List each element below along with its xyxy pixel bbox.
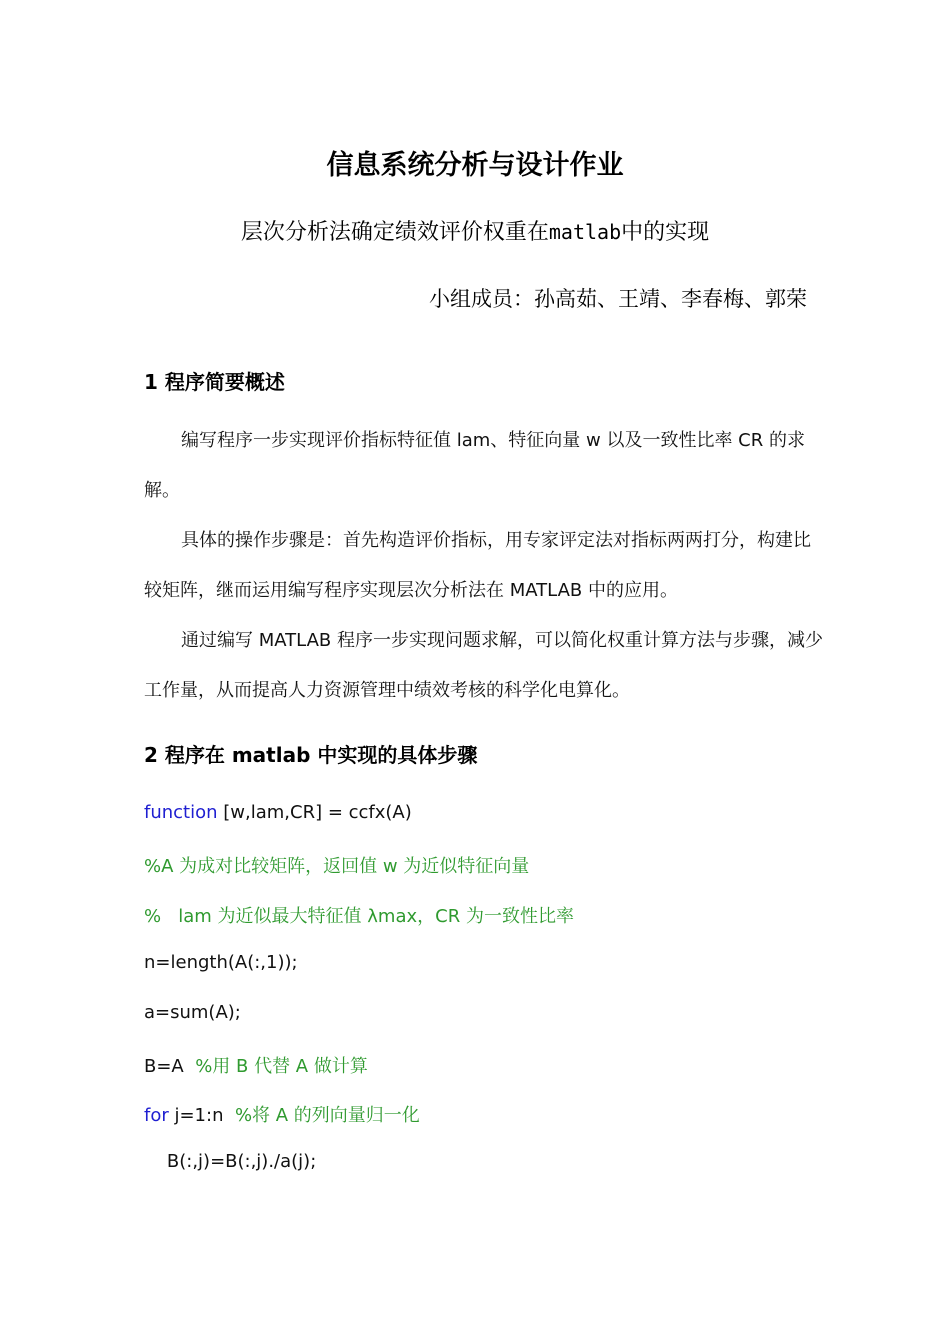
code-keyword: for (144, 1105, 169, 1126)
code-line-6 (144, 1052, 368, 1078)
subtitle-code-word: matlab (548, 220, 622, 244)
code-comment: %将 A 的列向量归一化 (234, 1105, 420, 1126)
paragraph-2-text: 具体的操作步骤是：首先构造评价指标，用专家评定法对指标两两打分，构建比较矩阵，继而运用编写程序实现层次分析法在 MATLAB 中的应用。 (144, 530, 811, 601)
group-members: 小组成员：孙高茹、王靖、李春梅、郭荣 (429, 287, 807, 311)
code-line-4: n=length(A(:,1)); (144, 952, 298, 973)
code-text: j=1:n (168, 1105, 235, 1126)
code-text: B=A (144, 1056, 196, 1077)
code-line-2: %A 为成对比较矩阵，返回值 w 为近似特征向量 (144, 856, 530, 877)
paragraph-1 (144, 416, 824, 516)
paragraph-1-text: 编写程序一步实现评价指标特征值 lam、特征向量 w 以及一致性比率 CR 的求解。 (144, 430, 805, 501)
subtitle-suffix: 中的实现 (621, 220, 710, 245)
code-line-1 (144, 802, 412, 823)
code-line-3: % lam 为近似最大特征值 λmax，CR 为一致性比率 (144, 906, 574, 927)
section-1-heading: 1 程序简要概述 (144, 370, 285, 394)
code-comment: %用 B 代替 A 做计算 (195, 1056, 368, 1077)
subtitle-prefix: 层次分析法确定绩效评价权重在 (240, 220, 549, 245)
paragraph-3 (144, 616, 824, 716)
code-line-8: B(:,j)=B(:,j)./a(j); (144, 1151, 317, 1172)
code-line-7 (144, 1101, 420, 1127)
code-keyword: function (144, 802, 218, 823)
code-line-5: a=sum(A); (144, 1002, 241, 1023)
section-2-heading: 2 程序在 matlab 中实现的具体步骤 (144, 743, 478, 767)
code-text: [w,lam,CR] = ccfx(A) (217, 802, 412, 823)
document-title: 信息系统分析与设计作业 (326, 150, 624, 181)
paragraph-2 (144, 516, 824, 616)
paragraph-3-text: 通过编写 MATLAB 程序一步实现问题求解，可以简化权重计算方法与步骤，减少工作量，从而提高人力资源管理中绩效考核的科学化电算化。 (144, 630, 823, 701)
document-subtitle (0, 215, 950, 246)
